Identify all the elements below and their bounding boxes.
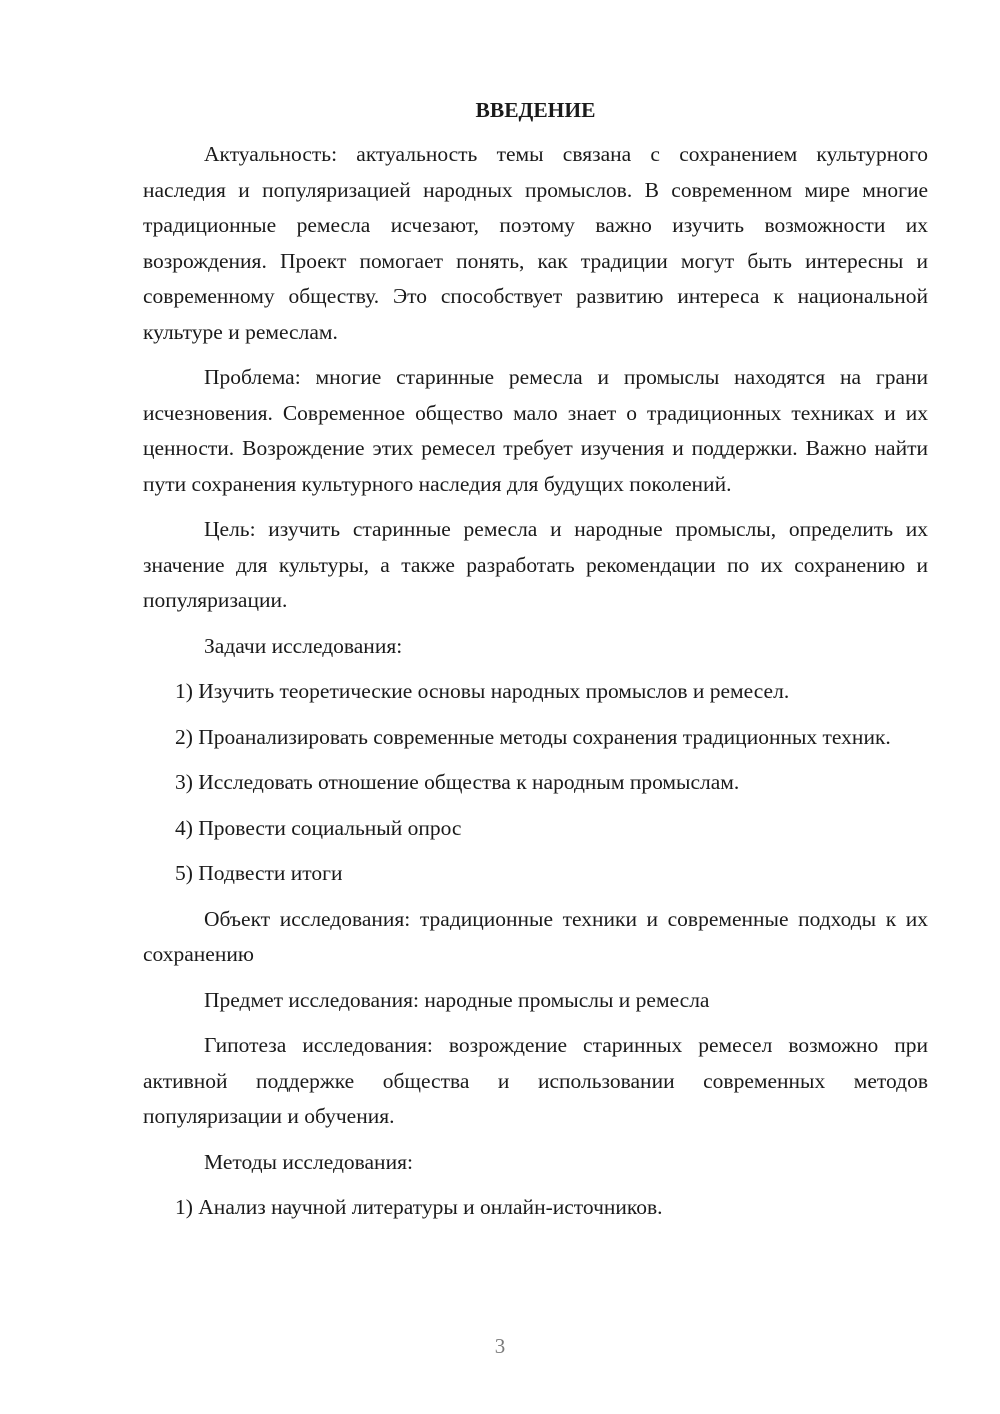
task-item: 4) Провести социальный опрос xyxy=(175,815,462,840)
problem-paragraph: Проблема: многие старинные ремесла и промыслы находятся на грани исчезновения. Современное общество мало знает о традиционных техниках и их ценности. Возрождение этих ремесел требует изучения и поддержки. Важно найти пути сохранения культурного наследия для будущих поколений. xyxy=(143,365,928,496)
page-title: ВВЕДЕНИЕ xyxy=(475,98,596,122)
page-content xyxy=(143,96,928,1226)
task-item: 3) Исследовать отношение общества к народным промыслам. xyxy=(175,770,740,794)
page-number: 3 xyxy=(494,1334,506,1358)
goal-paragraph: Цель: изучить старинные ремесла и народные промыслы, определить их значение для культуры, а также разработать рекомендации по их сохранению и популяризации. xyxy=(143,517,928,612)
task-item: 1) Изучить теоретические основы народных промыслов и ремесел. xyxy=(175,679,790,703)
tasks-heading: Задачи исследования: xyxy=(204,633,403,658)
methods-heading: Методы исследования: xyxy=(204,1149,413,1174)
task-item: 2) Проанализировать современные методы сохранения традиционных техник. xyxy=(175,724,891,749)
subject-paragraph: Предмет исследования: народные промыслы и ремесла xyxy=(204,987,710,1012)
relevance-paragraph: Актуальность: актуальность темы связана с сохранением культурного наследия и популяризацией народных промыслов. В современном мире многие традиционные ремесла исчезают, поэтому важно изучить возможности их возрождения. Проект помогает понять, как традиции могут быть интересны и современному обществу. Это способствует развитию интереса к национальной культуре и ремеслам. xyxy=(143,142,928,344)
task-item: 5) Подвести итоги xyxy=(175,861,343,885)
hypothesis-paragraph: Гипотеза исследования: возрождение старинных ремесел возможно при активной поддержке общества и использовании современных методов популяризации и обучения. xyxy=(143,1033,928,1128)
object-paragraph: Объект исследования: традиционные техники и современные подходы к их сохранению xyxy=(143,906,928,966)
method-item: 1) Анализ научной литературы и онлайн-источников. xyxy=(175,1195,663,1219)
